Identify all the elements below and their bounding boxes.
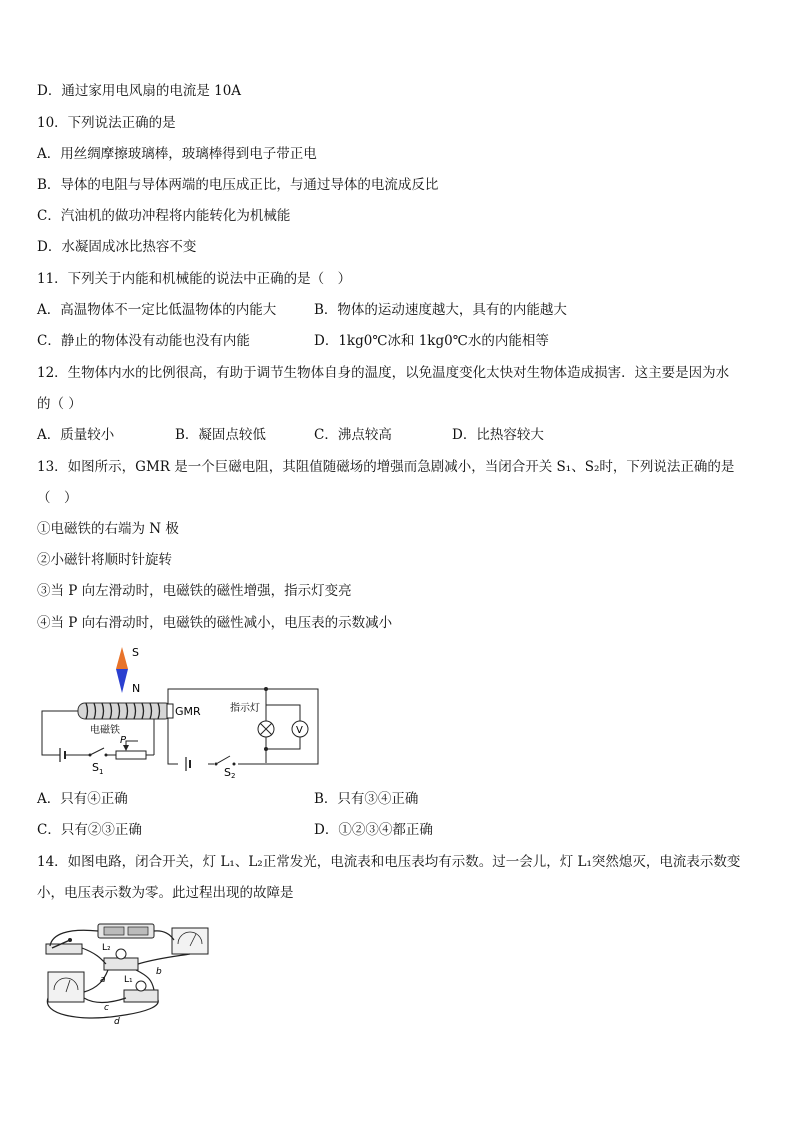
lamp-l1-bulb <box>136 981 146 991</box>
electromagnet-label: 电磁铁 <box>90 725 120 736</box>
gmr-label: GMR <box>175 705 201 718</box>
wire-d-label: d <box>114 1017 120 1027</box>
q13-statement-4: ④当 P 向右滑动时，电磁铁的磁性减小，电压表的示数减小 <box>37 615 393 631</box>
indicator-lamp-label: 指示灯 <box>230 703 260 714</box>
voltmeter-device <box>48 972 84 1002</box>
lamp-l2-label: L₂ <box>102 943 111 953</box>
q12-stem-line1: 12．生物体内水的比例很高，有助于调节生物体自身的温度，以免温度变化太快对生物体造成损害．这主要是因为水 <box>37 365 730 381</box>
compass-needle-north <box>116 669 128 693</box>
wire-b-label: b <box>156 967 162 977</box>
q13-option-b: B．只有③④正确 <box>314 791 419 807</box>
q10-option-a: A．用丝绸摩擦玻璃棒，玻璃棒得到电子带正电 <box>37 146 317 162</box>
switch-s2-label: S <box>224 766 231 778</box>
q10-option-c: C．汽油机的做功冲程将内能转化为机械能 <box>37 208 291 224</box>
compass-needle-south <box>116 647 128 669</box>
compass-s-label: S <box>132 646 139 659</box>
q12-option-c: C．沸点较高 <box>314 427 392 443</box>
q13-statement-2: ②小磁针将顺时针旋转 <box>37 552 172 568</box>
q10-option-b: B．导体的电阻与导体两端的电压成正比，与通过导体的电流成反比 <box>37 177 439 193</box>
q12-option-b: B．凝固点较低 <box>175 427 266 443</box>
gmr-resistor <box>167 704 173 718</box>
q11-option-c: C．静止的物体没有动能也没有内能 <box>37 333 250 349</box>
q14-circuit-figure <box>38 918 228 1028</box>
wire-a-label: a <box>100 975 106 985</box>
q13-stem-line1: 13．如图所示，GMR 是一个巨磁电阻，其阻值随磁场的增强而急剧减小，当闭合开关 S₁、S₂时，下列说法正确的是 <box>37 459 735 475</box>
compass-n-label: N <box>132 682 141 695</box>
voltmeter-label: V <box>296 725 303 736</box>
q11-option-d: D．1kg0℃冰和 1kg0℃水的内能相等 <box>314 333 549 349</box>
rheostat <box>116 751 146 759</box>
q12-option-d: D．比热容较大 <box>452 427 544 443</box>
lamp-l2-base <box>104 958 138 970</box>
electromagnet-coil <box>78 703 172 719</box>
q12-option-a: A．质量较小 <box>37 427 115 443</box>
lamp-l2-bulb <box>116 949 126 959</box>
knife-switch <box>46 944 82 954</box>
q10-stem: 10．下列说法正确的是 <box>37 115 176 131</box>
q13-statement-3: ③当 P 向左滑动时，电磁铁的磁性增强，指示灯变亮 <box>37 583 352 599</box>
switch-s2-subscript: 2 <box>231 772 236 778</box>
q14-stem-line1: 14．如图电路，闭合开关，灯 L₁、L₂正常发光，电流表和电压表均有示数。过一会儿，灯 L₁突然熄灭，电流表示数变 <box>37 854 741 870</box>
q11-option-a: A．高温物体不一定比低温物体的内能大 <box>37 302 277 318</box>
switch-s1-subscript: 1 <box>99 768 104 776</box>
switch-s1 <box>90 748 104 755</box>
q13-stem-line2: （ ） <box>37 490 78 506</box>
q13-option-a: A．只有④正确 <box>37 791 128 807</box>
q9-option-d: D．通过家用电风扇的电流是 10A <box>37 83 242 99</box>
q11-stem: 11．下列关于内能和机械能的说法中正确的是（ ） <box>37 271 352 287</box>
wire-c-label: c <box>104 1003 109 1013</box>
switch-s1-label: S <box>92 761 99 774</box>
q14-stem-line2: 小，电压表示数为零。此过程出现的故障是 <box>37 885 294 901</box>
q13-option-d: D．①②③④都正确 <box>314 822 433 838</box>
lamp-l1-base <box>124 990 158 1002</box>
q13-circuit-figure <box>38 643 328 778</box>
slider-p-label: P <box>120 735 127 746</box>
q12-stem-line2: 的（ ） <box>37 396 82 412</box>
q11-option-b: B．物体的运动速度越大，具有的内能越大 <box>314 302 567 318</box>
q13-option-c: C．只有②③正确 <box>37 822 142 838</box>
q10-option-d: D．水凝固成冰比热容不变 <box>37 239 197 255</box>
lamp-l1-label: L₁ <box>124 975 133 985</box>
q13-statement-1: ①电磁铁的右端为 N 极 <box>37 521 179 537</box>
